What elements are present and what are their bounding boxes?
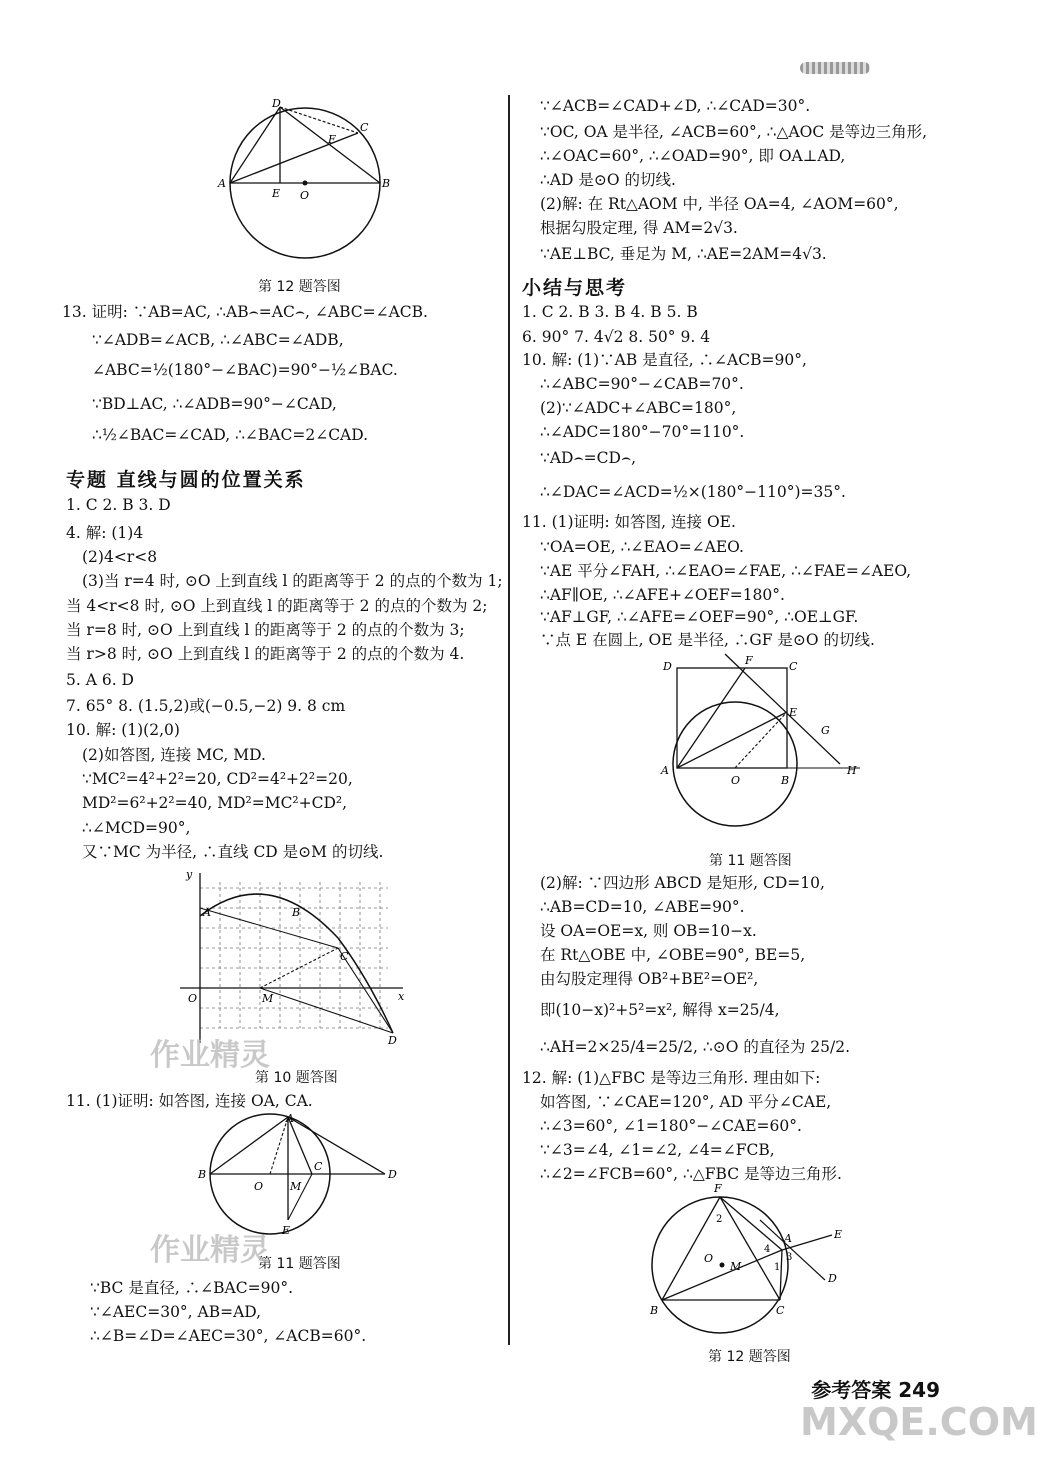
svg-text:C: C xyxy=(789,660,798,673)
text-line: ∵OA=OE, ∴∠EAO=∠AEO. xyxy=(540,538,744,556)
svg-text:M: M xyxy=(730,1260,742,1273)
text-line: ∵BD⊥AC, ∴∠ADB=90°−∠CAD, xyxy=(92,395,337,413)
svg-text:A: A xyxy=(784,1232,792,1245)
svg-text:B: B xyxy=(198,1168,207,1181)
svg-text:F: F xyxy=(745,654,753,667)
column-divider xyxy=(508,95,510,1345)
text-line: ∴∠3=60°, ∠1=180°−∠CAE=60°. xyxy=(540,1117,802,1135)
caption: 第 10 题答图 xyxy=(255,1070,338,1086)
svg-text:A: A xyxy=(218,177,226,190)
svg-text:F: F xyxy=(328,133,336,146)
svg-text:D: D xyxy=(388,1034,397,1047)
text-line: 即(10−x)²+5²=x², 解得 x=25/4, xyxy=(540,1001,780,1019)
text-line: ∵BC 是直径, ∴∠BAC=90°. xyxy=(90,1279,293,1297)
svg-text:B: B xyxy=(382,177,391,190)
text-line: 设 OA=OE=x, 则 OB=10−x. xyxy=(540,922,757,940)
text-line: 当 r>8 时, ⊙O 上到直线 l 的距离等于 2 的点的个数为 4. xyxy=(66,645,465,663)
svg-text:C: C xyxy=(314,1160,323,1173)
svg-text:G: G xyxy=(821,724,830,737)
caption: 第 12 题答图 xyxy=(708,1349,791,1365)
svg-text:B: B xyxy=(292,906,301,919)
text-line: ∵AE⊥BC, 垂足为 M, ∴AE=2AM=4√3. xyxy=(540,245,827,263)
text-line: 11. (1)证明: 如答图, 连接 OA, CA. xyxy=(66,1092,313,1110)
text-line: (3)当 r=4 时, ⊙O 上到直线 l 的距离等于 2 的点的个数为 1; xyxy=(82,572,503,590)
figure-q12-left xyxy=(210,95,400,275)
svg-text:E: E xyxy=(272,187,281,200)
text-line: 12. 解: (1)△FBC 是等边三角形. 理由如下: xyxy=(522,1069,821,1087)
svg-text:y: y xyxy=(186,868,193,881)
text-line: 10. 解: (1)∵AB 是直径, ∴∠ACB=90°, xyxy=(522,351,807,369)
svg-text:A: A xyxy=(203,906,211,919)
watermark: MXQE.COM xyxy=(800,1400,1038,1444)
text-line: ∴∠ADC=180°−70°=110°. xyxy=(540,423,745,441)
svg-text:O: O xyxy=(300,189,310,202)
svg-text:1: 1 xyxy=(774,1262,781,1273)
text-line: ∴AB=CD=10, ∠ABE=90°. xyxy=(540,898,745,916)
watermark: 作业精灵 xyxy=(150,1038,270,1073)
svg-text:O: O xyxy=(188,992,198,1005)
text-line: (2)解: 在 Rt△AOM 中, 半径 OA=4, ∠AOM=60°, xyxy=(540,195,899,213)
text-line: 7. 65° 8. (1.5,2)或(−0.5,−2) 9. 8 cm xyxy=(66,697,346,715)
text-line: 根据勾股定理, 得 AM=2√3. xyxy=(540,219,738,237)
svg-text:2: 2 xyxy=(716,1214,723,1225)
text-line: ∵AF⊥GF, ∴∠AFE=∠OEF=90°, ∴OE⊥GF. xyxy=(540,608,859,626)
svg-text:4: 4 xyxy=(764,1244,771,1255)
svg-text:E: E xyxy=(282,1224,291,1237)
text-line: ∵∠AEC=30°, AB=AD, xyxy=(90,1303,262,1321)
text-line: ∴∠DAC=∠ACD=½×(180°−110°)=35°. xyxy=(540,483,846,501)
svg-text:C: C xyxy=(360,121,369,134)
text-line: (2)4<r<8 xyxy=(82,548,158,566)
text-line: 在 Rt△OBE 中, ∠OBE=90°, BE=5, xyxy=(540,946,806,964)
text-line: 1. C 2. B 3. D xyxy=(66,496,171,514)
svg-text:B: B xyxy=(650,1304,659,1317)
text-line: 1. C 2. B 3. B 4. B 5. B xyxy=(522,303,698,321)
svg-text:x: x xyxy=(398,990,405,1003)
figure-q12-right xyxy=(640,1180,855,1340)
text-line: 当 r=8 时, ⊙O 上到直线 l 的距离等于 2 的点的个数为 3; xyxy=(66,621,465,639)
text-line: ∴AD 是⊙O 的切线. xyxy=(540,171,676,189)
text-line: 当 4<r<8 时, ⊙O 上到直线 l 的距离等于 2 的点的个数为 2; xyxy=(66,597,488,615)
svg-text:O: O xyxy=(704,1252,714,1265)
svg-text:D: D xyxy=(828,1272,837,1285)
svg-text:3: 3 xyxy=(786,1252,793,1263)
text-line: 如答图, ∵∠CAE=120°, AD 平分∠CAE, xyxy=(540,1093,832,1111)
figure-q11-right xyxy=(655,654,875,844)
svg-text:F: F xyxy=(714,1182,722,1195)
svg-text:M: M xyxy=(290,1180,302,1193)
text-line: MD²=6²+2²=40, MD²=MC²+CD², xyxy=(82,794,348,812)
header-decoration xyxy=(800,62,870,74)
text-line: 4. 解: (1)4 xyxy=(66,524,144,542)
text-line: ∵∠3=∠4, ∠1=∠2, ∠4=∠FCB, xyxy=(540,1141,775,1159)
svg-text:D: D xyxy=(388,1168,397,1181)
text-line: 又∵MC 为半径, ∴直线 CD 是⊙M 的切线. xyxy=(82,843,384,861)
text-line: (2)如答图, 连接 MC, MD. xyxy=(82,746,266,764)
text-line: ∴½∠BAC=∠CAD, ∴∠BAC=2∠CAD. xyxy=(92,426,369,444)
text-line: ∴∠B=∠D=∠AEC=30°, ∠ACB=60°. xyxy=(90,1327,367,1345)
text-line: 5. A 6. D xyxy=(66,671,134,689)
text-line: (2)解: ∵四边形 ABCD 是矩形, CD=10, xyxy=(540,874,825,892)
svg-text:H: H xyxy=(847,764,857,777)
text-line: ∠ABC=½(180°−∠BAC)=90°−½∠BAC. xyxy=(92,361,398,379)
text-line: ∴∠2=∠FCB=60°, ∴△FBC 是等边三角形. xyxy=(540,1165,842,1183)
svg-text:C: C xyxy=(776,1304,785,1317)
svg-text:E: E xyxy=(834,1228,843,1241)
svg-text:D: D xyxy=(272,97,281,110)
text-line: (2)∵∠ADC+∠ABC=180°, xyxy=(540,399,737,417)
text-line: 由勾股定理得 OB²+BE²=OE², xyxy=(540,970,759,988)
text-line: 13. 证明: ∵AB=AC, ∴AB⌢=AC⌢, ∠ABC=∠ACB. xyxy=(62,303,428,321)
text-line: ∴AH=2×25/4=25/2, ∴⊙O 的直径为 25/2. xyxy=(540,1038,851,1056)
text-line: 6. 90° 7. 4√2 8. 50° 9. 4 xyxy=(522,328,711,346)
svg-text:O: O xyxy=(731,774,741,787)
text-line: ∴∠ABC=90°−∠CAB=70°. xyxy=(540,375,744,393)
svg-text:C: C xyxy=(340,950,349,963)
figure-q10 xyxy=(178,868,408,1048)
svg-text:O: O xyxy=(254,1180,264,1193)
text-line: 10. 解: (1)(2,0) xyxy=(66,721,180,739)
section-heading: 小结与思考 xyxy=(522,277,628,299)
text-line: ∵OC, OA 是半径, ∠ACB=60°, ∴△AOC 是等边三角形, xyxy=(540,123,928,141)
caption: 第 12 题答图 xyxy=(258,279,341,295)
section-heading: 专题 直线与圆的位置关系 xyxy=(66,469,306,491)
svg-text:A: A xyxy=(661,764,669,777)
watermark: 作业精灵 xyxy=(150,1233,270,1268)
text-line: 11. (1)证明: 如答图, 连接 OE. xyxy=(522,513,736,531)
text-line: ∵点 E 在圆上, OE 是半径, ∴GF 是⊙O 的切线. xyxy=(540,631,875,649)
caption: 第 11 题答图 xyxy=(258,1256,341,1272)
text-line: ∵∠ACB=∠CAD+∠D, ∴∠CAD=30°. xyxy=(540,97,811,115)
svg-text:M: M xyxy=(262,992,274,1005)
svg-text:B: B xyxy=(781,774,790,787)
text-line: ∵AE 平分∠FAH, ∴∠EAO=∠FAE, ∴∠FAE=∠AEO, xyxy=(540,562,912,580)
caption: 第 11 题答图 xyxy=(709,853,792,869)
text-line: ∵AD⌢=CD⌢, xyxy=(540,449,637,467)
page-footer: 参考答案 249 xyxy=(811,1378,940,1402)
svg-text:A: A xyxy=(286,1112,294,1125)
text-line: ∴∠MCD=90°, xyxy=(82,819,191,837)
text-line: ∵∠ADB=∠ACB, ∴∠ABC=∠ADB, xyxy=(92,331,344,349)
text-line: ∴∠OAC=60°, ∴∠OAD=90°, 即 OA⊥AD, xyxy=(540,147,846,165)
text-line: ∵MC²=4²+2²=20, CD²=4²+2²=20, xyxy=(82,770,353,788)
text-line: ∴AF∥OE, ∴∠AFE+∠OEF=180°. xyxy=(540,586,785,604)
svg-text:D: D xyxy=(663,660,672,673)
svg-text:E: E xyxy=(789,706,798,719)
